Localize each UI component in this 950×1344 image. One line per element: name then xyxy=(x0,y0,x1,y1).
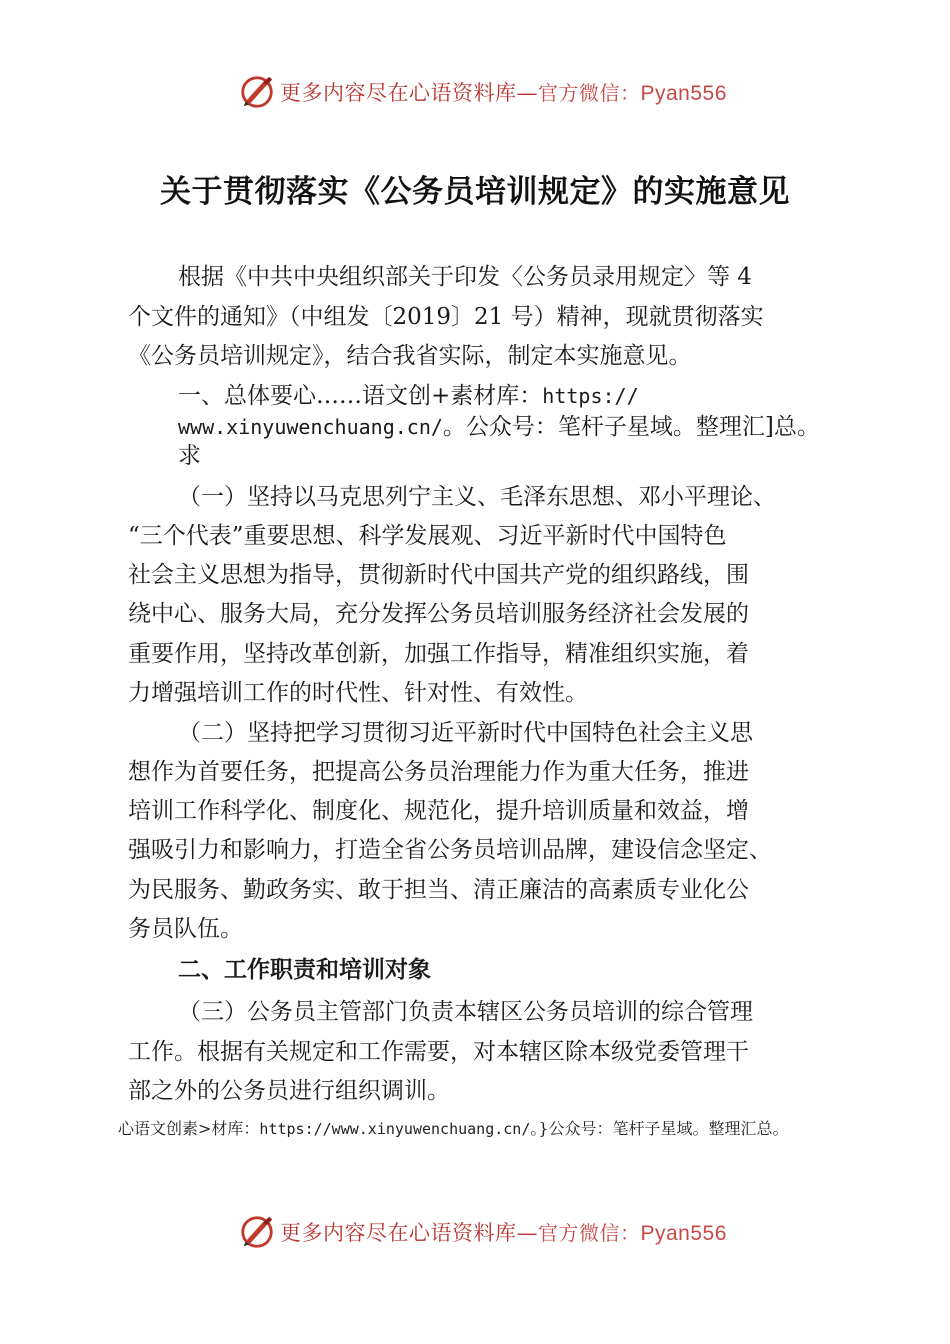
paragraph-line: 绕中心、服务大局，充分发挥公务员培训服务经济社会发展的 xyxy=(128,601,749,627)
paragraph-line: 社会主义思想为指导，贯彻新时代中国共产党的组织路线，围 xyxy=(128,562,749,588)
banner-text: 更多内容尽在心语资料库—官方微信：Pyan556 xyxy=(280,81,727,105)
document-title: 关于贯彻落实《公务员培训规定》的实施意见 xyxy=(160,174,790,210)
paragraph-line: 务员队伍。 xyxy=(128,916,243,942)
footer-banner xyxy=(238,1212,727,1252)
url-text: https:// xyxy=(542,384,639,408)
section-heading-line: 一、总体要心……语文创+素材库：https:// xyxy=(178,383,639,409)
paragraph-line: 重要作用，坚持改革创新，加强工作指导，精准组织实施，着 xyxy=(128,641,749,667)
paragraph-line: 培训工作科学化、制度化、规范化，提升培训质量和效益，增 xyxy=(128,798,749,824)
banner-text: 更多内容尽在心语资料库—官方微信：Pyan556 xyxy=(280,1221,727,1245)
paragraph-line: （三）公务员主管部门负责本辖区公务员培训的综合管理 xyxy=(178,999,753,1025)
paragraph-line: 力增强培训工作的时代性、针对性、有效性。 xyxy=(128,680,588,706)
section-heading-line: www.xinyuwenchuang.cn/。公众号：笔杆子星域。整理汇]总。 xyxy=(178,414,820,440)
footnote: 心语文创素>材库：https://www.xinyuwenchuang.cn/。}公众号：笔杆子星域。整理汇总。 xyxy=(118,1119,789,1138)
paragraph-line: 想作为首要任务，把提高公务员治理能力作为重大任务，推进 xyxy=(128,759,749,785)
paragraph-line: （二）坚持把学习贯彻习近平新时代中国特色社会主义思 xyxy=(178,720,753,746)
paragraph-line: （一）坚持以马克思列宁主义、毛泽东思想、邓小平理论、 xyxy=(178,484,776,510)
paragraph-line: 个文件的通知》（中组发〔2019〕21 号）精神，现就贯彻落实 xyxy=(128,304,764,330)
paragraph-line: 根据《中共中央组织部关于印发〈公务员录用规定〉等 4 xyxy=(178,264,752,290)
section-heading: 二、工作职责和培训对象 xyxy=(178,957,431,983)
section-heading-line: 求 xyxy=(178,443,201,469)
url-text: https://www.xinyuwenchuang.cn/ xyxy=(259,1120,531,1138)
paragraph-line: 强吸引力和影响力，打造全省公务员培训品牌，建设信念坚定、 xyxy=(128,837,772,863)
paragraph-line: 工作。根据有关规定和工作需要，对本辖区除本级党委管理干 xyxy=(128,1039,749,1065)
paragraph-line: 为民服务、勤政务实、敢于担当、清正廉洁的高素质专业化公 xyxy=(128,877,749,903)
paragraph-line: 部之外的公务员进行组织调训。 xyxy=(128,1078,450,1104)
pen-circle-logo-icon xyxy=(238,73,276,111)
pen-circle-logo-icon xyxy=(238,1213,276,1251)
paragraph-line: 《公务员培训规定》，结合我省实际，制定本实施意见。 xyxy=(128,343,692,369)
header-banner xyxy=(238,72,727,112)
url-text: www.xinyuwenchuang.cn/ xyxy=(178,415,443,439)
paragraph-line: “三个代表”重要思想、科学发展观、习近平新时代中国特色 xyxy=(128,523,727,549)
